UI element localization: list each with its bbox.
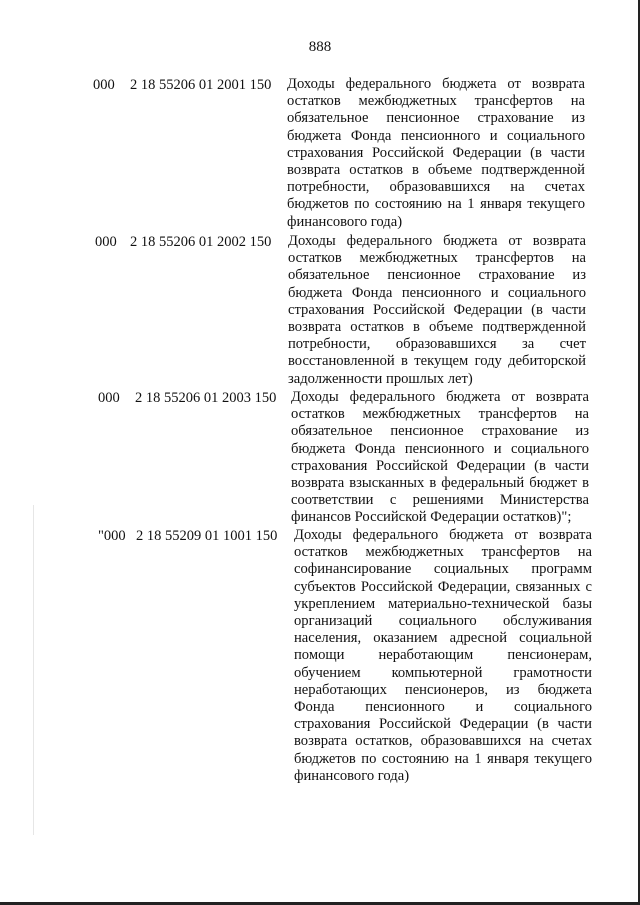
description-line: возврата остатков, образовавшихся на счетах xyxy=(294,733,592,750)
page-number: 888 xyxy=(308,39,332,55)
description-line: неработающих пенсионеров, из бюджета xyxy=(294,681,592,698)
description-line: остатков межбюджетных трансфертов на xyxy=(287,93,585,110)
description-line: обязательное пенсионное страхование из xyxy=(288,267,586,284)
scan-margin-line xyxy=(33,505,34,835)
description-line: страхования Российской Федерации (в части xyxy=(288,301,586,318)
entry-admin-code: 000 xyxy=(98,390,120,406)
description-line: обязательное пенсионное страхование из xyxy=(291,423,589,440)
entry-admin-code: "000 xyxy=(98,528,126,544)
description-line: Доходы федерального бюджета от возврата xyxy=(294,527,592,543)
description-line: возврата взысканных в федеральный бюджет в xyxy=(291,475,589,492)
description-line: укреплением материально-технической базы xyxy=(294,595,592,612)
description-line: софинансирование социальных программ xyxy=(294,561,592,578)
description-line: населения, оказанием адресной социальной xyxy=(294,630,592,647)
description-line: помощи неработающим пенсионерам, xyxy=(294,647,592,664)
entry-budget-code: 2 18 55206 01 2003 150 xyxy=(135,390,277,406)
entry-description xyxy=(294,527,592,785)
description-line: финансового года) xyxy=(294,767,410,784)
entry-budget-code: 2 18 55209 01 1001 150 xyxy=(136,528,278,544)
description-line: Доходы федерального бюджета от возврата xyxy=(287,76,585,92)
description-line: Доходы федерального бюджета от возврата xyxy=(288,233,586,249)
description-line: задолженности прошлых лет) xyxy=(288,370,473,387)
description-line: страхования Российской Федерации (в части xyxy=(291,457,589,474)
description-line: финансов Российской Федерации остатков)"; xyxy=(291,509,572,526)
entry-admin-code: 000 xyxy=(95,234,117,250)
description-line: субъектов Российской Федерации, связанных с xyxy=(294,578,592,595)
description-line: остатков межбюджетных трансфертов на xyxy=(291,406,589,423)
description-line: Доходы федерального бюджета от возврата xyxy=(291,389,589,405)
description-line: остатков межбюджетных трансфертов на xyxy=(294,544,592,561)
description-line: бюджета Фонда пенсионного и социального xyxy=(287,127,585,144)
description-line: восстановленной в текущем году дебиторской xyxy=(288,353,586,370)
description-line: бюджетов по состоянию на 1 января текущего xyxy=(287,196,585,213)
entry-admin-code: 000 xyxy=(93,77,115,93)
description-line: потребности, образовавшихся за счет xyxy=(288,336,586,353)
description-line: бюджетов по состоянию на 1 января текущего xyxy=(294,750,592,767)
description-line: финансового года) xyxy=(287,213,403,230)
description-line: организаций социального обслуживания xyxy=(294,613,592,630)
entry-description xyxy=(291,389,589,527)
entry-description xyxy=(287,76,585,231)
description-line: соответствии с решениями Министерства xyxy=(291,492,589,509)
description-line: страхования Российской Федерации (в части xyxy=(287,144,585,161)
description-line: потребности, образовавшихся на счетах xyxy=(287,179,585,196)
description-line: возврата остатков в объеме подтвержденной xyxy=(288,319,586,336)
description-line: обучением компьютерной грамотности xyxy=(294,664,592,681)
description-line: страхования Российской Федерации (в части xyxy=(294,716,592,733)
description-line: остатков межбюджетных трансфертов на xyxy=(288,250,586,267)
entry-budget-code: 2 18 55206 01 2002 150 xyxy=(130,234,272,250)
description-line: бюджета Фонда пенсионного и социального xyxy=(291,440,589,457)
description-line: Фонда пенсионного и социального xyxy=(294,699,592,716)
entry-budget-code: 2 18 55206 01 2001 150 xyxy=(130,77,272,93)
entry-description xyxy=(288,233,586,388)
description-line: возврата остатков в объеме подтвержденной xyxy=(287,162,585,179)
description-line: бюджета Фонда пенсионного и социального xyxy=(288,284,586,301)
description-line: обязательное пенсионное страхование из xyxy=(287,110,585,127)
